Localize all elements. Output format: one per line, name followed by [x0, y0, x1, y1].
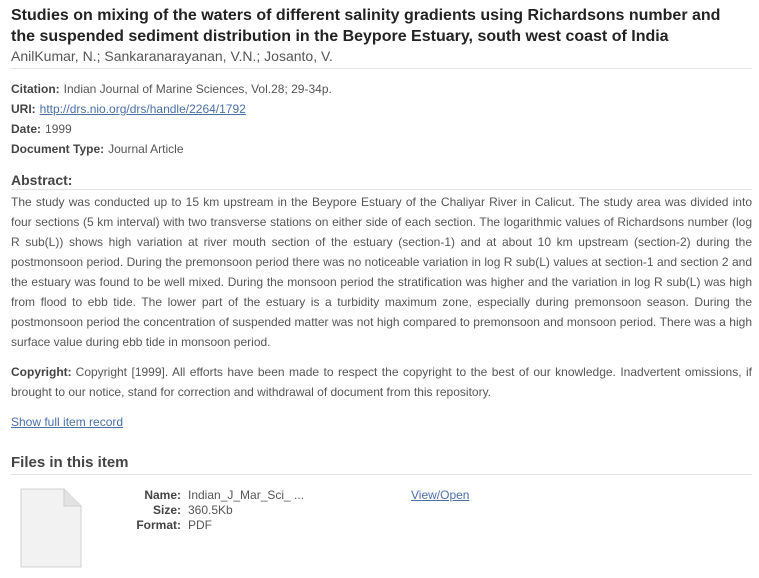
abstract-heading: Abstract: [11, 172, 73, 188]
file-name-value: Indian_J_Mar_Sci_ ... [188, 488, 305, 502]
item-title: Studies on mixing of the waters of different salinity gradients using Richardsons number and the suspended sediment distribution in the Beypore Estuary, south west coast of India [11, 7, 721, 45]
file-icon[interactable] [20, 488, 82, 568]
document-type-value: Journal Article [108, 142, 184, 156]
citation-row [11, 81, 332, 97]
copyright-block [11, 362, 752, 402]
item-authors: AnilKumar, N.; Sankaranarayanan, V.N.; Josanto, V. [11, 48, 333, 64]
document-type-label: Document Type: [11, 142, 105, 156]
files-divider [11, 474, 752, 475]
file-format-value: PDF [188, 518, 212, 532]
show-full-record-link[interactable]: Show full item record [11, 415, 124, 429]
document-type-row [11, 141, 184, 157]
date-label: Date: [11, 122, 42, 136]
file-name-label: Name: [144, 488, 181, 502]
date-value: 1999 [45, 122, 72, 136]
files-heading: Files in this item [11, 454, 129, 471]
citation-label: Citation: [11, 82, 60, 96]
file-size-label: Size: [152, 503, 181, 517]
file-format-label: Format: [136, 518, 181, 532]
abstract-divider [11, 189, 752, 190]
date-row [11, 121, 72, 137]
file-size-value: 360.5Kb [188, 503, 233, 517]
abstract-text: The study was conducted up to 15 km upstream in the Beypore Estuary of the Chaliyar River in Calicut. The study area was divided into four sections (5 km interval) with two transverse stations on either side of each section. The logarithmic values of Richardsons number (log R sub(L)) shows high variation at river mouth section of the estuary (section-1) and at about 10 km upstream (section-2) during the postmonsoon period. During the premonsoon period there was no noticeable variation in log R sub(L) values at section-1 and section 2 and the estuary was found to be well mixed. During the monsoon period the stratification was higher and the variation in log R sub(L) was high from flood to ebb tide. The lower part of the estuary is a turbidity maximum zone, especially during premonsoon season. During the postmonsoon period the concentration of suspended matter was not high compared to premonsoon and monsoon period. There was a high surface value during ebb tide in monsoon period. [11, 195, 752, 349]
uri-row [11, 101, 246, 117]
uri-link[interactable]: http://drs.nio.org/drs/handle/2264/1792 [39, 102, 246, 116]
uri-label: URI: [11, 102, 36, 116]
copyright-label: Copyright: [11, 365, 72, 379]
citation-value: Indian Journal of Marine Sciences, Vol.28; 29-34p. [63, 82, 332, 96]
view-open-link[interactable]: View/Open [411, 488, 470, 502]
title-divider [11, 68, 752, 69]
copyright-text: Copyright [1999]. All efforts have been made to respect the copyright to the best of our knowledge. Inadvertent omissions, if brought to our notice, stand for correction and withdrawal of document from this repository. [11, 365, 752, 399]
